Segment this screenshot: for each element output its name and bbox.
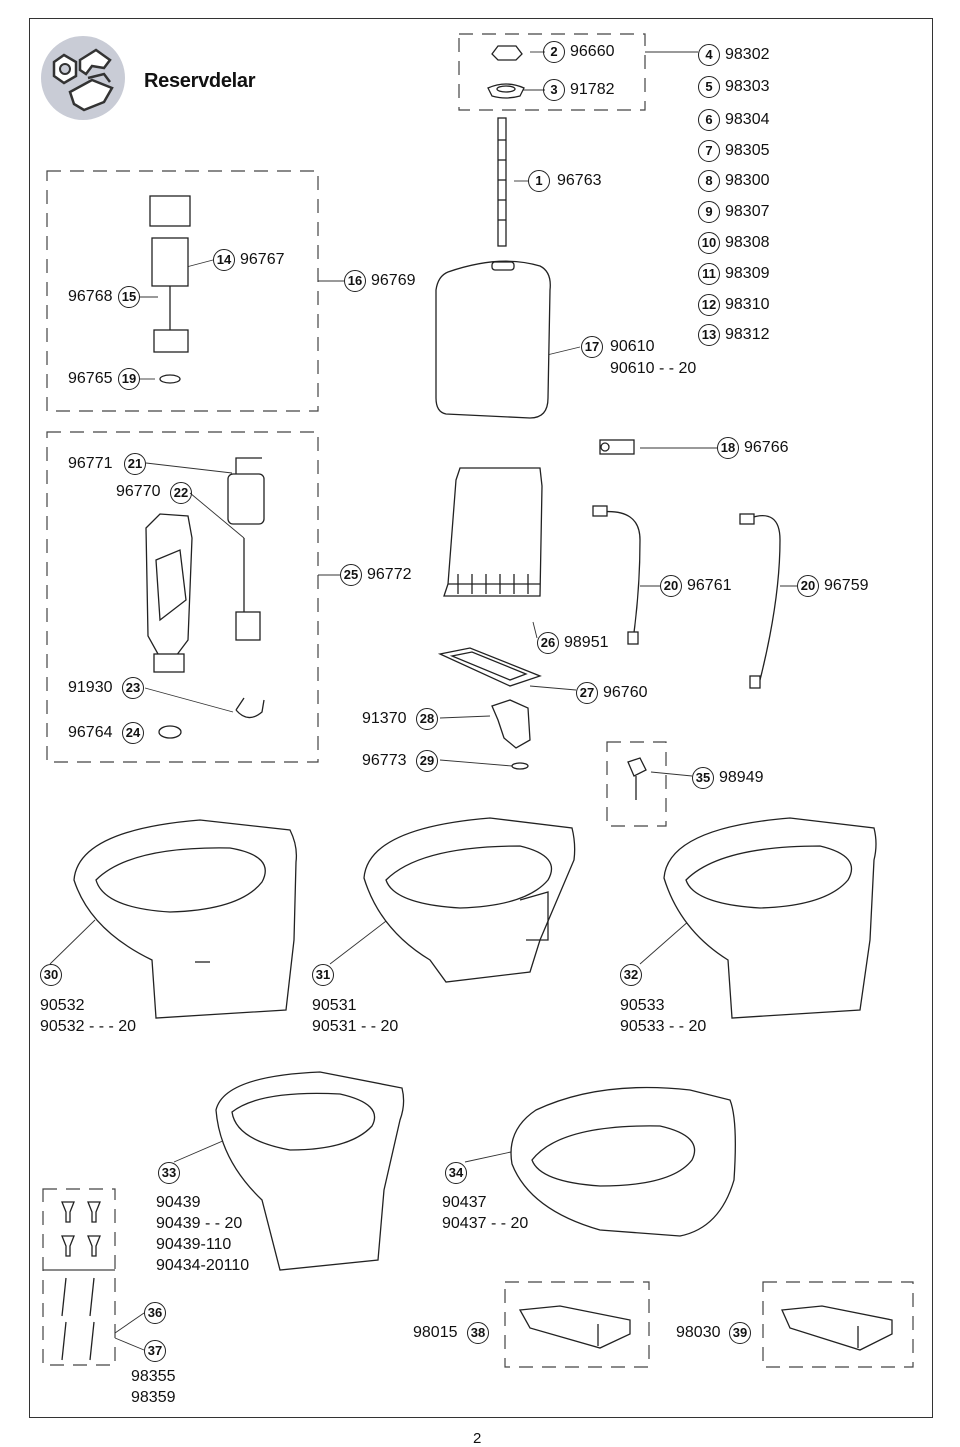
threaded-rod-part (498, 118, 506, 246)
part-number-13: 13 (698, 324, 720, 346)
part-code-25: 96772 (367, 566, 412, 583)
spare-parts-logo-icon (41, 36, 125, 120)
page-title: Reservdelar (144, 70, 256, 92)
part-number-30: 30 (40, 964, 62, 986)
part-code-37: 98355 (131, 1368, 176, 1385)
seal-ring-part (159, 726, 181, 738)
float-part (228, 458, 264, 524)
part-code-17-variant: 90610 - - 20 (610, 360, 697, 377)
float-rod-part (236, 538, 260, 640)
part-number-18: 18 (717, 437, 739, 459)
part-code-20-long: 96759 (824, 577, 869, 594)
part-number-28: 28 (416, 708, 438, 730)
part-code-12: 98310 (725, 296, 770, 313)
toilet-32-part (664, 818, 876, 1018)
mounting-plate-38-part (520, 1306, 630, 1348)
part-code-26: 98951 (564, 634, 609, 651)
part-number-10: 10 (698, 232, 720, 254)
part-code-35: 98949 (719, 769, 764, 786)
inner-cistern-part (444, 468, 542, 596)
part-code-15: 96768 (68, 288, 113, 305)
part-code-33-variant-b: 90439-110 (156, 1236, 232, 1253)
part-number-3: 3 (543, 79, 565, 101)
small-washer-part (512, 763, 528, 769)
part-number-17: 17 (581, 336, 603, 358)
toilet-33-part (216, 1072, 404, 1270)
part-code-17: 90610 (610, 338, 655, 355)
clip-part (236, 698, 264, 718)
lever-part (492, 700, 530, 748)
part-code-2: 96660 (570, 43, 615, 60)
toilet-34-part (511, 1088, 735, 1237)
part-number-37: 37 (144, 1340, 166, 1362)
part-code-31-variant: 90531 - - 20 (312, 1018, 399, 1035)
part-number-14: 14 (213, 249, 235, 271)
part-code-34: 90437 (442, 1194, 487, 1211)
part-number-34: 34 (445, 1162, 467, 1184)
part-code-27: 96760 (603, 684, 648, 701)
part-code-21: 96771 (68, 455, 113, 472)
part-code-4: 98302 (725, 46, 770, 63)
part-number-38: 38 (467, 1322, 489, 1344)
part-code-23: 91930 (68, 679, 113, 696)
part-number-35: 35 (692, 767, 714, 789)
part-number-29: 29 (416, 750, 438, 772)
part-code-1: 96763 (557, 172, 602, 189)
part-code-9: 98307 (725, 203, 770, 220)
part-number-6: 6 (698, 109, 720, 131)
toilet-30-part (74, 820, 296, 1018)
part-code-39: 98030 (676, 1324, 721, 1341)
part-number-23: 23 (122, 677, 144, 699)
part-number-27: 27 (576, 682, 598, 704)
part-code-13: 98312 (725, 326, 770, 343)
part-code-28: 91370 (362, 710, 407, 727)
part-code-37-variant: 98359 (131, 1389, 176, 1406)
washer-part (160, 375, 180, 383)
part-code-33: 90439 (156, 1194, 201, 1211)
part-number-15: 15 (118, 286, 140, 308)
flush-valve-body-part (146, 514, 192, 672)
part-number-20-short: 20 (660, 575, 682, 597)
part-number-2: 2 (543, 41, 565, 63)
part-number-16: 16 (344, 270, 366, 292)
part-code-6: 98304 (725, 111, 770, 128)
part-number-12: 12 (698, 294, 720, 316)
part-number-22: 22 (170, 482, 192, 504)
part-code-33-variant-c: 90434-20110 (156, 1257, 250, 1274)
part-number-11: 11 (698, 263, 720, 285)
fill-valve-part (150, 196, 190, 352)
cistern-lid-part (436, 261, 550, 418)
cover-cap-part (488, 46, 524, 98)
part-code-32-variant: 90533 - - 20 (620, 1018, 707, 1035)
part-code-38: 98015 (413, 1324, 458, 1341)
part-number-32: 32 (620, 964, 642, 986)
part-code-32: 90533 (620, 997, 665, 1014)
part-code-18: 96766 (744, 439, 789, 456)
part-number-9: 9 (698, 201, 720, 223)
part-number-25: 25 (340, 564, 362, 586)
part-code-30: 90532 (40, 997, 85, 1014)
part-code-31: 90531 (312, 997, 357, 1014)
mounting-plate-39-part (782, 1306, 892, 1350)
part-number-8: 8 (698, 170, 720, 192)
hose-short-part (600, 512, 640, 640)
part-code-22: 96770 (116, 483, 161, 500)
part-code-11: 98309 (725, 265, 770, 282)
part-number-39: 39 (729, 1322, 751, 1344)
fixing-bolts-part (62, 1202, 100, 1360)
toilet-31-part (364, 818, 575, 982)
part-code-34-variant: 90437 - - 20 (442, 1215, 529, 1232)
part-code-3: 91782 (570, 81, 615, 98)
part-number-21: 21 (124, 453, 146, 475)
page-number: 2 (473, 1430, 482, 1447)
part-code-7: 98305 (725, 142, 770, 159)
part-number-24: 24 (122, 722, 144, 744)
part-code-5: 98303 (725, 78, 770, 95)
part-number-7: 7 (698, 140, 720, 162)
part-number-36: 36 (144, 1302, 166, 1324)
part-code-19: 96765 (68, 370, 113, 387)
part-code-29: 96773 (362, 752, 407, 769)
part-number-19: 19 (118, 368, 140, 390)
part-number-33: 33 (158, 1162, 180, 1184)
part-number-4: 4 (698, 44, 720, 66)
part-code-20-short: 96761 (687, 577, 732, 594)
part-code-8: 98300 (725, 172, 770, 189)
part-code-24: 96764 (68, 724, 113, 741)
button-valve-part (600, 440, 634, 454)
part-number-20-long: 20 (797, 575, 819, 597)
part-code-33-variant-a: 90439 - - 20 (156, 1215, 243, 1232)
screw-part (628, 758, 646, 800)
part-number-26: 26 (537, 632, 559, 654)
part-number-31: 31 (312, 964, 334, 986)
part-code-14: 96767 (240, 251, 285, 268)
part-code-10: 98308 (725, 234, 770, 251)
hose-long-part (750, 516, 780, 680)
part-code-16: 96769 (371, 272, 416, 289)
gasket-part (440, 648, 540, 686)
part-number-1: 1 (528, 170, 550, 192)
part-code-30-variant: 90532 - - - 20 (40, 1018, 137, 1035)
part-number-5: 5 (698, 76, 720, 98)
